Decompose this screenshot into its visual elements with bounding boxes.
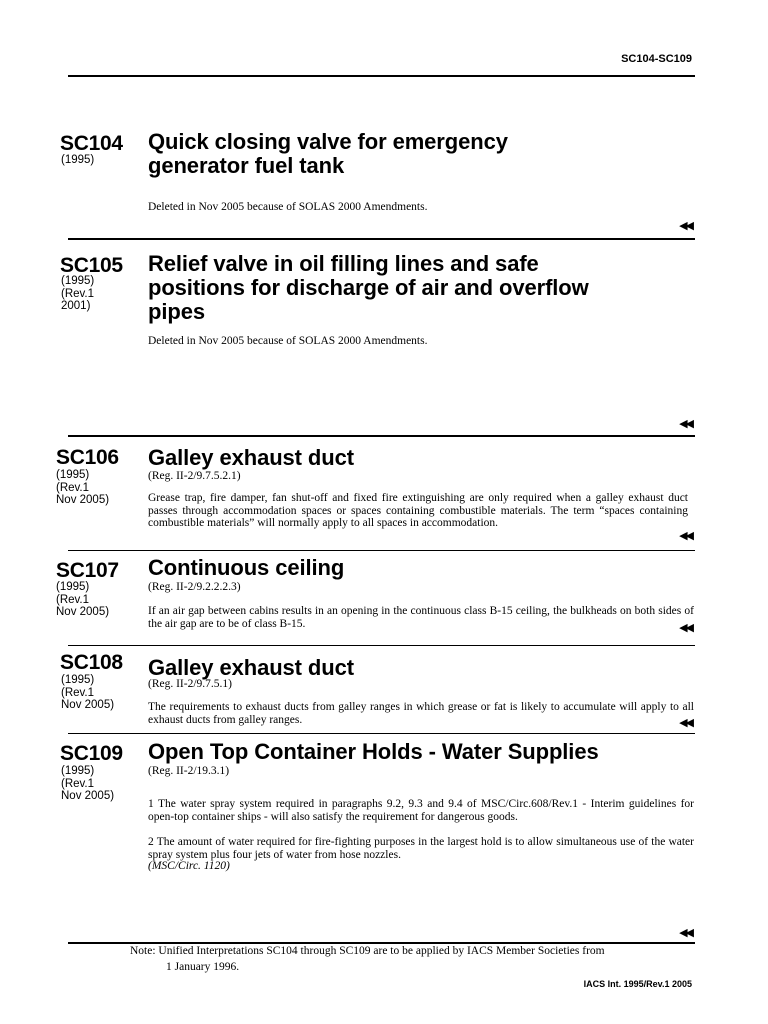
section-code-sc107: SC107 xyxy=(56,559,119,582)
section-meta-sc109: (1995) (Rev.1 Nov 2005) xyxy=(61,765,115,802)
section-meta-sc106: (1995) (Rev.1 Nov 2005) xyxy=(56,469,110,506)
section-body-sc104: Deleted in Nov 2005 because of SOLAS 2000 Amendments. xyxy=(148,201,428,213)
end-mark-sc108: ◀◀ xyxy=(679,717,692,729)
section-rule-sc109 xyxy=(68,733,695,734)
section-meta-sc104: (1995) xyxy=(61,154,95,166)
section-reg-sc108: (Reg. II-2/9.7.5.1) xyxy=(148,678,232,690)
section-rule-sc105 xyxy=(68,238,695,240)
note-line-1: Note: Unified Interpretations SC104 through SC109 are to be applied by IACS Member Societies from xyxy=(130,945,605,957)
section-code-sc108: SC108 xyxy=(60,651,123,674)
page-header-code: SC104-SC109 xyxy=(621,53,692,65)
section-reg-sc107: (Reg. II-2/9.2.2.2.3) xyxy=(148,581,241,593)
section-title-sc107: Continuous ceiling xyxy=(148,555,345,580)
section-body-sc107: If an air gap between cabins results in an opening in the continuous class B-15 ceiling, the bulkheads on both sides of the air gap are to be of class B-15. xyxy=(148,605,694,630)
section-code-sc104: SC104 xyxy=(60,132,123,155)
section-code-sc105: SC105 xyxy=(60,254,123,277)
section-reg-sc109: (Reg. II-2/19.3.1) xyxy=(148,765,230,777)
section-meta-sc105: (1995) (Rev.1 2001) xyxy=(61,275,95,312)
note-line-2: 1 January 1996. xyxy=(166,961,240,973)
section-rule-sc108 xyxy=(68,645,695,646)
end-mark-sc104: ◀◀ xyxy=(679,220,692,232)
section-rule-sc107 xyxy=(68,550,695,551)
end-mark-sc109: ◀◀ xyxy=(679,927,692,939)
header-rule xyxy=(68,75,695,77)
section-citation-sc109: (MSC/Circ. 1120) xyxy=(148,860,230,872)
section-meta-sc108: (1995) (Rev.1 Nov 2005) xyxy=(61,674,115,711)
section-body-sc108: The requirements to exhaust ducts from galley ranges in which grease or fat is likely to accumulate will apply to all exhaust ducts from galley ranges. xyxy=(148,701,694,726)
section-title-sc104: Quick closing valve for emergency generator fuel tank xyxy=(148,129,508,178)
section-code-sc109: SC109 xyxy=(60,742,123,765)
section-title-sc109: Open Top Container Holds - Water Supplies xyxy=(148,739,599,764)
end-mark-sc107: ◀◀ xyxy=(679,622,692,634)
page-footer: IACS Int. 1995/Rev.1 2005 xyxy=(583,979,692,989)
section-meta-sc107: (1995) (Rev.1 Nov 2005) xyxy=(56,581,110,618)
section-body-sc106: Grease trap, fire damper, fan shut-off and fixed fire extinguishing are only required when a galley exhaust duct passes through accommodation spaces or spaces containing combustible materials. The term “spaces containing combustible materials” will normally apply to all spaces in accommodation. xyxy=(148,492,688,529)
section-body-sc105: Deleted in Nov 2005 because of SOLAS 2000 Amendments. xyxy=(148,335,428,347)
section-reg-sc106: (Reg. II-2/9.7.5.2.1) xyxy=(148,470,241,482)
end-mark-sc105: ◀◀ xyxy=(679,418,692,430)
end-mark-sc106: ◀◀ xyxy=(679,530,692,542)
section-title-sc108: Galley exhaust duct xyxy=(148,655,354,680)
section-paragraph-2-sc109: 2 The amount of water required for fire-fighting purposes in the largest hold is to allow simultaneous use of the water spray system plus four jets of water from hose nozzles. xyxy=(148,836,694,861)
section-paragraph-1-sc109: 1 The water spray system required in paragraphs 9.2, 9.3 and 9.4 of MSC/Circ.608/Rev.1 - Interim guidelines for open-top container ships - will also satisfy the requirement for dangerous goods. xyxy=(148,798,694,823)
section-title-sc105: Relief valve in oil filling lines and safe positions for discharge of air and overflow pipes xyxy=(148,251,589,324)
section-rule-sc106 xyxy=(68,435,695,437)
section-title-sc106: Galley exhaust duct xyxy=(148,445,354,470)
section-code-sc106: SC106 xyxy=(56,446,119,469)
